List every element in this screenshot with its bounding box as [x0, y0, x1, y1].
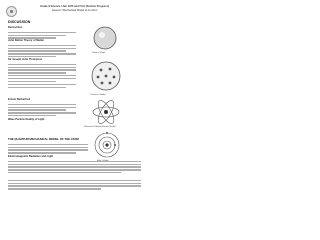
header-title: Grade 9 Science I Jan 1972 and First (Section Progress) [40, 5, 109, 8]
document-page [0, 0, 149, 198]
section-heading-qmm: THE QUANTUM MECHANICAL MODEL OF THE ATOM [8, 137, 79, 141]
paragraph [8, 142, 88, 155]
paragraph [8, 102, 76, 118]
paragraph [8, 178, 141, 191]
figure-caption: Thomson's Model [90, 94, 106, 96]
header-subtitle: Quantum Mechanical Model of An Atom [51, 9, 98, 12]
subheading-light: Electromagnetic Radiation and Light [8, 155, 54, 158]
paragraph [8, 159, 141, 175]
subheading-wave: Wave Particle Duality of Light [8, 118, 45, 121]
rutherford-model-figure [91, 100, 121, 129]
subheading-dalton: John Dalton Theory of Matter [8, 39, 45, 42]
paragraph [8, 62, 76, 90]
figure-caption: Rutherford's Model (Nuclear Model) [84, 126, 116, 128]
subheading-thomson: Sir Joseph John Thompson [8, 58, 43, 61]
thomson-model-figure [90, 60, 122, 97]
paragraph [8, 43, 76, 59]
subheading-democritus: Democritus [8, 26, 23, 29]
figure-caption: Dalton's Model [92, 52, 106, 54]
subheading-rutherford: Ernest Rutherford [8, 98, 31, 101]
section-heading-discussion: DISCUSSION [8, 20, 31, 24]
